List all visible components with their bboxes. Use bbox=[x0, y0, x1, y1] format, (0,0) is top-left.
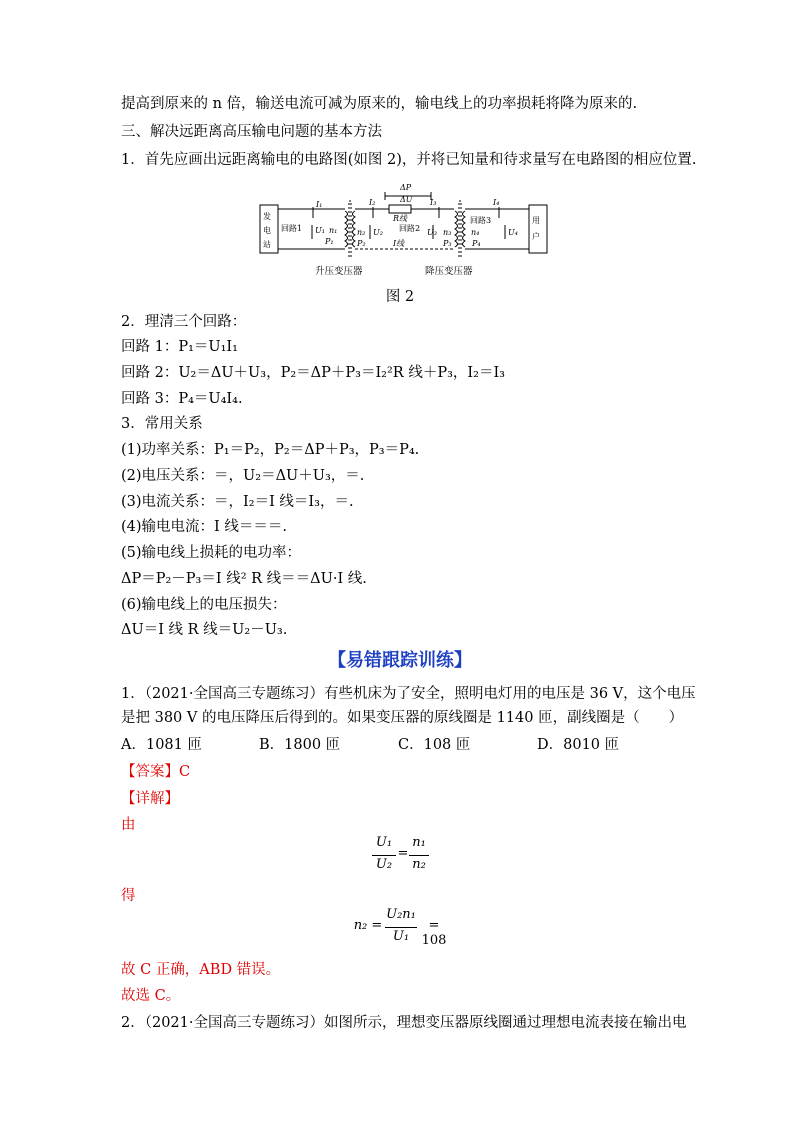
label-I4: I₄ bbox=[493, 198, 500, 207]
label-U3: U₃ bbox=[427, 228, 437, 237]
section-title: 【易错跟踪训练】 bbox=[328, 650, 472, 671]
eq1-den-right: n₂ bbox=[412, 857, 426, 872]
relation-line-5: 3．常用关系 bbox=[121, 416, 203, 432]
q1-conclusion-1: 故 C 正确，ABD 错误。 bbox=[121, 962, 281, 978]
label-n3: n₃ bbox=[443, 228, 452, 237]
loop2-label: 回路2 bbox=[399, 224, 421, 233]
eq1-bar-left bbox=[372, 855, 396, 856]
label-U4: U₄ bbox=[508, 228, 518, 237]
user-label-2: 户 bbox=[532, 232, 540, 241]
label-I2: I₂ bbox=[369, 198, 376, 207]
station-label-1: 发 bbox=[263, 212, 271, 221]
label-P1: P₁ bbox=[325, 237, 334, 246]
intro-line-1: 提高到原来的 n 倍，输送电流可减为原来的，输电线上的功率损耗将降为原来的. bbox=[121, 96, 638, 112]
eq2-num: U₂n₁ bbox=[386, 907, 416, 922]
station-label-2: 电 bbox=[263, 226, 271, 235]
relation-line-9: (4)输电电流：I 线＝＝＝. bbox=[121, 519, 287, 535]
q1-detail-label: 【详解】 bbox=[121, 791, 179, 807]
relation-line-11: ΔP＝P₂－P₃＝I 线² R 线＝＝ΔU·I 线. bbox=[121, 571, 367, 587]
label-U1: U₁ bbox=[315, 226, 325, 235]
relation-line-13: ΔU＝I 线 R 线＝U₂－U₃. bbox=[121, 622, 288, 638]
label-P4: P₄ bbox=[472, 239, 481, 248]
step-1-text: 1．首先应画出远距离输电的电路图(如图 2)，并将已知量和待求量写在电路图的相应位置. bbox=[121, 152, 697, 168]
loop3-label: 回路3 bbox=[470, 216, 492, 225]
label-n1: n₁ bbox=[329, 226, 338, 235]
relation-line-7: (2)电压关系：＝，U₂＝ΔU＋U₃，＝. bbox=[121, 468, 365, 484]
label-dU: ΔU bbox=[400, 195, 413, 204]
relation-line-6: (1)功率关系：P₁＝P₂，P₂＝ΔP＋P₃，P₃＝P₄. bbox=[121, 442, 420, 458]
relation-line-2: 回路 1：P₁＝U₁I₁ bbox=[121, 339, 238, 355]
eq1-equals: = bbox=[397, 846, 409, 861]
eq2-lhs: n₂ = bbox=[353, 918, 383, 933]
label-I3: I₃ bbox=[430, 198, 437, 207]
q1-de: 得 bbox=[121, 888, 136, 904]
q2-line-1: 2．（2021·全国高三专题练习）如图所示，理想变压器原线圈通过理想电流表接在输出电 bbox=[121, 1015, 687, 1031]
relation-line-4: 回路 3：P₄＝U₄I₄. bbox=[121, 391, 243, 407]
station-label-3: 站 bbox=[263, 240, 271, 249]
label-Iline: I线 bbox=[393, 239, 405, 248]
relation-line-1: 2．理清三个回路： bbox=[121, 314, 247, 330]
eq1-num-left: U₁ bbox=[375, 835, 393, 850]
figure-caption: 图 2 bbox=[385, 289, 415, 305]
q1-you: 由 bbox=[121, 817, 136, 833]
q1-option-d: D．8010 匝 bbox=[537, 737, 620, 753]
eq2-rhs: = 108 bbox=[421, 918, 447, 948]
label-P2: P₂ bbox=[357, 239, 366, 248]
section-heading-3: 三、解决远距离高压输电问题的基本方法 bbox=[121, 124, 382, 140]
q1-option-a: A．1081 匝 bbox=[121, 737, 202, 753]
q1-option-c: C．108 匝 bbox=[398, 737, 471, 753]
label-U2: U₂ bbox=[373, 228, 383, 237]
label-I1: I₁ bbox=[316, 200, 323, 209]
label-P3: P₃ bbox=[443, 239, 452, 248]
q1-line-1: 1．（2021·全国高三专题练习）有些机床为了安全，照明电灯用的电压是 36 V，这个电压 bbox=[121, 686, 696, 702]
eq1-bar-right bbox=[409, 855, 429, 856]
label-n2: n₂ bbox=[357, 228, 366, 237]
relation-line-8: (3)电流关系：＝，I₂＝I 线＝I₃，＝. bbox=[121, 494, 354, 510]
eq1-den-left: U₂ bbox=[375, 857, 393, 872]
q1-answer: 【答案】C bbox=[121, 764, 191, 780]
label-dP: ΔP bbox=[400, 183, 412, 192]
step-down-label: 降压变压器 bbox=[425, 266, 473, 277]
user-label-1: 用 bbox=[532, 216, 540, 225]
label-R: R线 bbox=[393, 214, 408, 223]
q1-line-2: 是把 380 V 的电压降压后得到的。如果变压器的原线圈是 1140 匝，副线圈是（ ） bbox=[121, 710, 684, 726]
eq2-bar bbox=[385, 927, 417, 928]
relation-line-3: 回路 2：U₂＝ΔU＋U₃，P₂＝ΔP＋P₃＝I₂²R 线＋P₃，I₂＝I₃ bbox=[121, 365, 505, 381]
q1-option-b: B．1800 匝 bbox=[259, 737, 341, 753]
transmission-circuit-diagram bbox=[259, 183, 549, 277]
relation-line-12: (6)输电线上的电压损失： bbox=[121, 597, 287, 613]
q1-conclusion-2: 故选 C。 bbox=[121, 988, 181, 1004]
label-n4: n₄ bbox=[471, 228, 480, 237]
eq1-num-right: n₁ bbox=[412, 835, 426, 850]
step-up-label: 升压变压器 bbox=[315, 266, 363, 277]
loop1-label: 回路1 bbox=[281, 224, 303, 233]
relation-line-10: (5)输电线上损耗的电功率： bbox=[121, 545, 302, 561]
eq2-den: U₁ bbox=[392, 929, 410, 944]
